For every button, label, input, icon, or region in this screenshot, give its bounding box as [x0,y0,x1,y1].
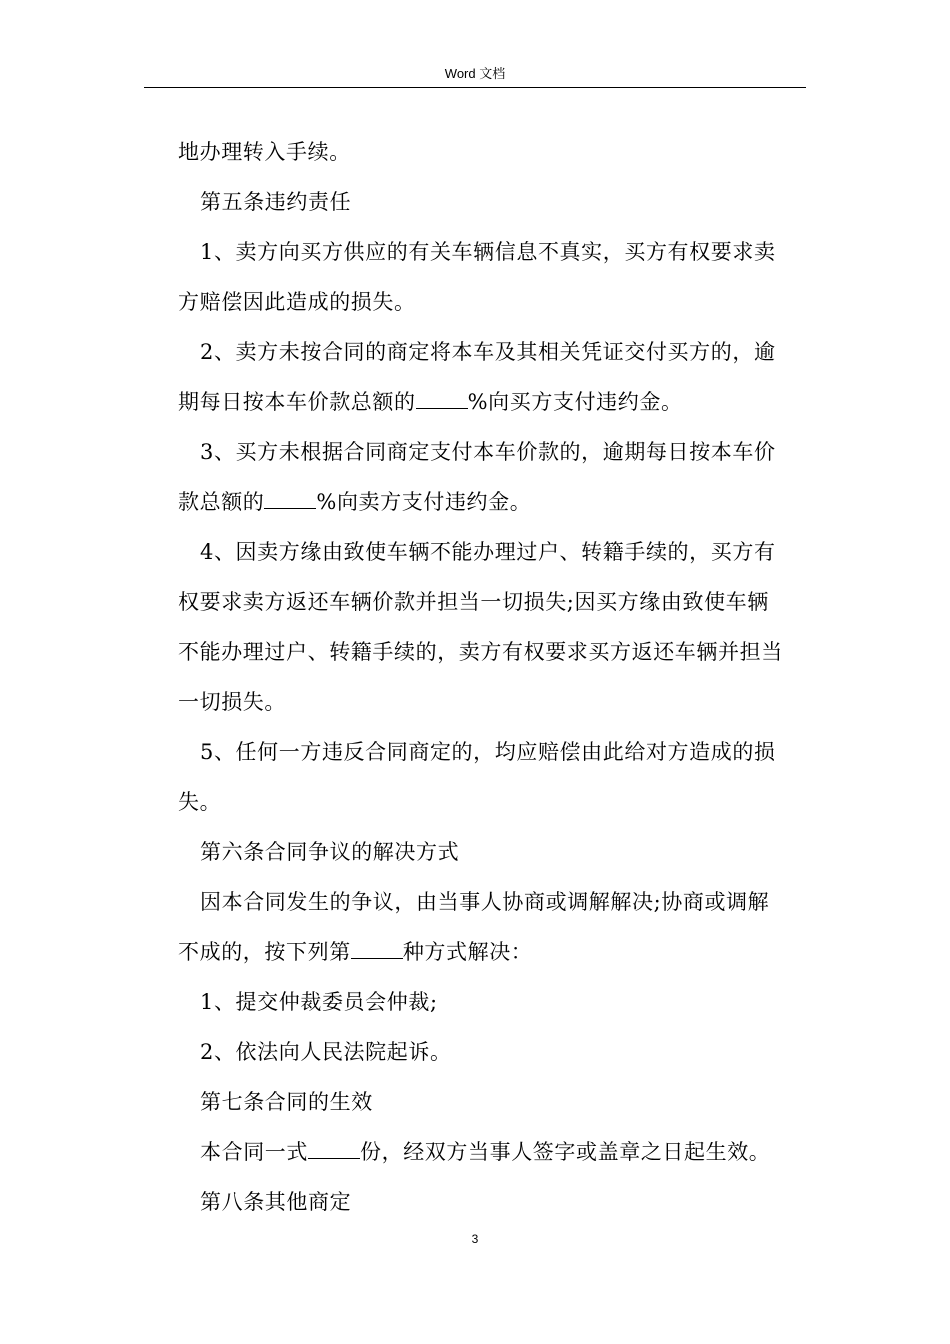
text-segment: 1、卖方向买方供应的有关车辆信息不真实，买方有权要求卖 [200,240,776,264]
paragraph-line [178,427,808,477]
paragraph-line [178,227,808,277]
paragraph-line [178,577,808,627]
text-segment: 种方式解决： [402,940,533,964]
paragraph-line [178,327,808,377]
page-number: 3 [471,1232,479,1246]
fill-in-blank [308,1142,360,1159]
paragraph-line [178,677,808,727]
text-segment: 不成的，按下列第 [178,940,351,964]
text-segment: 4、因卖方缘由致使车辆不能办理过户、转籍手续的，买方有 [200,540,776,564]
paragraph-line [178,877,808,927]
text-segment: 期每日按本车价款总额的 [178,390,416,414]
paragraph-line [178,1027,808,1077]
paragraph-line [178,477,808,527]
section-heading [178,1177,808,1227]
paragraph-line [178,927,808,977]
text-segment: %向卖方支付违约金。 [316,490,532,514]
section-heading [178,177,808,227]
text-segment: 款总额的 [178,490,265,514]
paragraph-line [178,1127,808,1177]
text-segment: 3、买方未根据合同商定支付本车价款的，逾期每日按本车价 [200,440,776,464]
text-segment: 第五条违约责任 [200,190,352,214]
text-segment: 不能办理过户、转籍手续的，卖方有权要求买方返还车辆并担当 [178,640,783,664]
paragraph-line [178,977,808,1027]
text-segment: 2、依法向人民法院起诉。 [200,1040,452,1064]
text-segment: 5、任何一方违反合同商定的，均应赔偿由此给对方造成的损 [200,740,776,764]
document-body [178,127,808,1227]
text-segment: 地办理转入手续。 [178,140,351,164]
text-segment: 一切损失。 [178,690,286,714]
section-heading [178,1077,808,1127]
paragraph-line [178,777,808,827]
text-segment: 权要求卖方返还车辆价款并担当一切损失;因买方缘由致使车辆 [178,590,769,614]
text-segment: 失。 [178,790,222,814]
paragraph-line [178,277,808,327]
text-segment: 第八条其他商定 [200,1190,352,1214]
section-heading [178,827,808,877]
text-segment: 因本合同发生的争议，由当事人协商或调解解决;协商或调解 [200,890,770,914]
paragraph-line [178,727,808,777]
page-header: Word 文档 [444,66,506,81]
fill-in-blank [416,392,468,409]
text-segment: 第六条合同争议的解决方式 [200,840,460,864]
header-divider [144,87,806,88]
fill-in-blank [264,492,316,509]
text-segment: 本合同一式 [200,1140,308,1164]
fill-in-blank [351,942,403,959]
paragraph-line [178,627,808,677]
text-segment: 第七条合同的生效 [200,1090,373,1114]
text-segment: 份，经双方当事人签字或盖章之日起生效。 [360,1140,771,1164]
text-segment: 1、提交仲裁委员会仲裁; [200,990,438,1014]
paragraph-line [178,527,808,577]
paragraph-line [178,377,808,427]
text-segment: 方赔偿因此造成的损失。 [178,290,416,314]
paragraph-line [178,127,808,177]
text-segment: %向买方支付违约金。 [467,390,683,414]
text-segment: 2、卖方未按合同的商定将本车及其相关凭证交付买方的，逾 [200,340,776,364]
